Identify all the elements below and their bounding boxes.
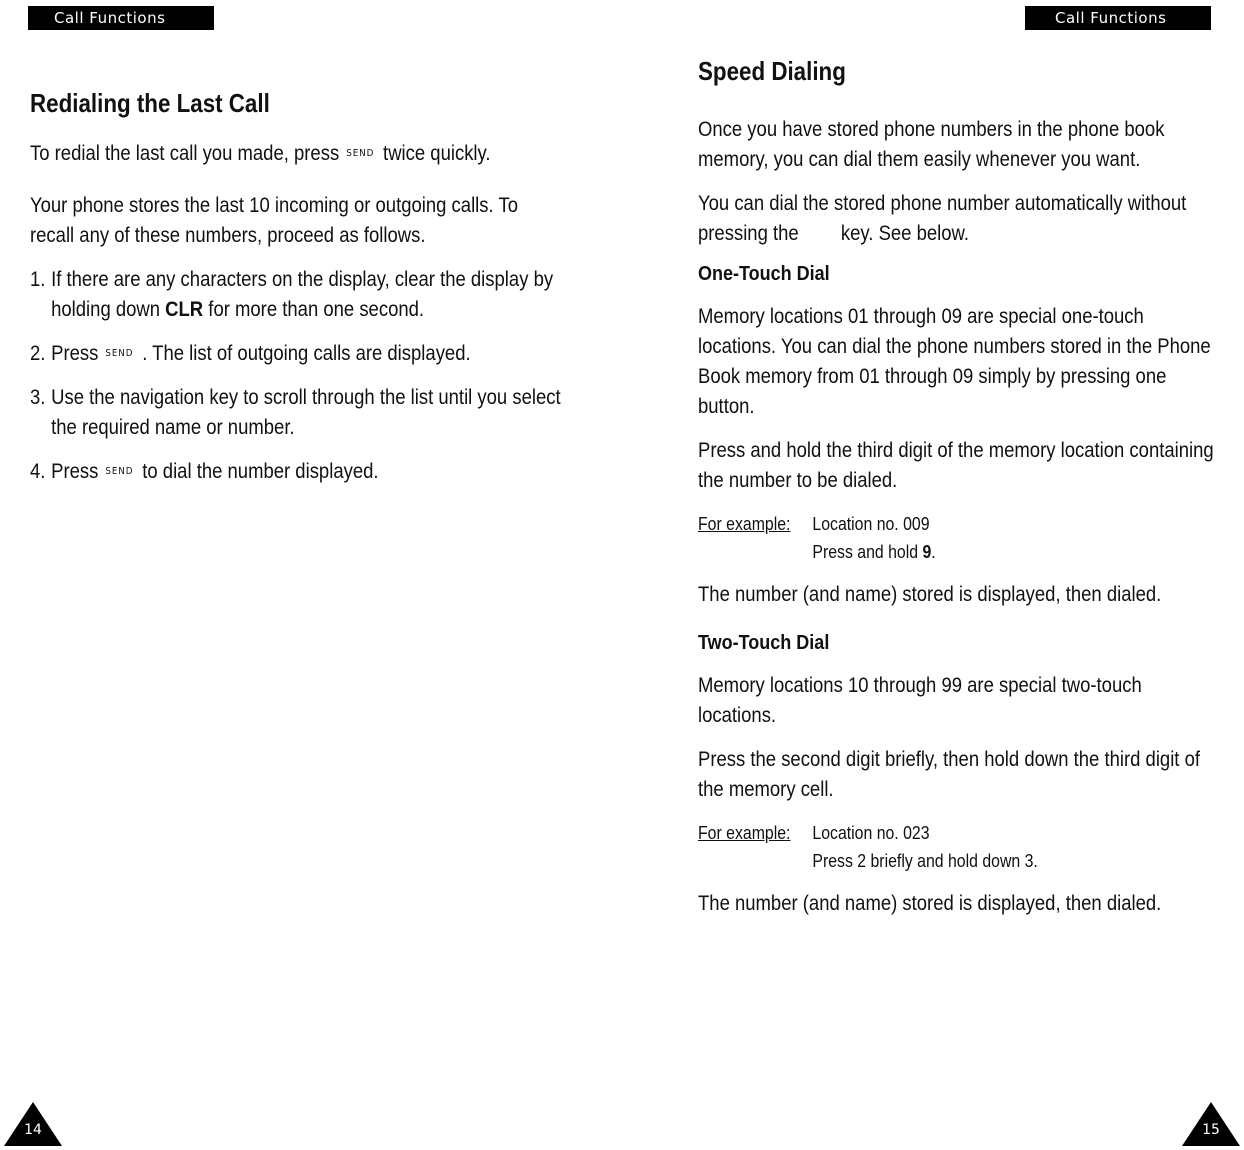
two-touch-instruction: Press the second digit briefly, then hold down the third digit of the memory cell. — [698, 748, 1200, 801]
one-touch-paragraph: Memory locations 01 through 09 are special one-touch locations. You can dial the phone numbers stored in the Phone Book memory from 01 through 09 simply by pressing one button. — [698, 305, 1211, 418]
list-item: 1. If there are any characters on the display, clear the display by holding down CLR for more than one second. — [30, 268, 554, 321]
list-item: 3. Use the navigation key to scroll through the list until you select the required name or number. — [30, 386, 561, 439]
section-header-tab: Call Functions — [1025, 6, 1211, 30]
page-number-corner — [4, 1102, 62, 1146]
right-page-content — [698, 56, 1218, 933]
page-number-corner — [1182, 1102, 1240, 1146]
right-page — [622, 0, 1244, 1150]
two-touch-example: For example: Location no. 023 Press 2 briefly and hold down 3. — [698, 819, 1226, 875]
left-page-content — [30, 88, 561, 501]
one-touch-result: The number (and name) stored is displayed, then dialed. — [698, 583, 1162, 606]
two-touch-paragraph: Memory locations 10 through 99 are special two-touch locations. — [698, 674, 1142, 727]
speed-dial-paragraph: You can dial the stored phone number automatically without pressing the key. See below. — [698, 192, 1187, 245]
one-touch-instruction: Press and hold the third digit of the memory location containing the number to be dialed. — [698, 439, 1214, 492]
two-touch-heading: Two-Touch Dial — [698, 632, 830, 654]
send-key-icon: SEND — [105, 348, 134, 359]
page-number: 14 — [24, 1122, 42, 1138]
two-touch-result: The number (and name) stored is displayed, then dialed. — [698, 892, 1162, 915]
page-title: Redialing the Last Call — [30, 88, 270, 118]
send-key-icon: SEND — [105, 466, 134, 477]
one-touch-heading: One-Touch Dial — [698, 263, 830, 285]
example-label: For example: — [698, 823, 791, 843]
intro-paragraph: To redial the last call you made, press SEND twice quickly. — [30, 142, 491, 165]
page-title: Speed Dialing — [698, 56, 846, 86]
list-item: 4. Press SEND to dial the number displayed. — [30, 460, 379, 483]
send-key-icon: SEND — [346, 148, 375, 159]
steps-list — [30, 265, 561, 487]
page-number: 15 — [1202, 1122, 1220, 1138]
list-item: 2. Press SEND . The list of outgoing calls are displayed. — [30, 342, 471, 365]
clr-key-label: CLR — [165, 298, 204, 321]
storage-paragraph: Your phone stores the last 10 incoming or outgoing calls. To recall any of these numbers, proceed as follows. — [30, 194, 518, 247]
example-label: For example: — [698, 514, 791, 534]
one-touch-example: For example: Location no. 009 Press and hold 9. — [698, 510, 1226, 566]
speed-dial-intro: Once you have stored phone numbers in the phone book memory, you can dial them easily whenever you want. — [698, 118, 1165, 171]
section-header-tab: Call Functions — [28, 6, 214, 30]
